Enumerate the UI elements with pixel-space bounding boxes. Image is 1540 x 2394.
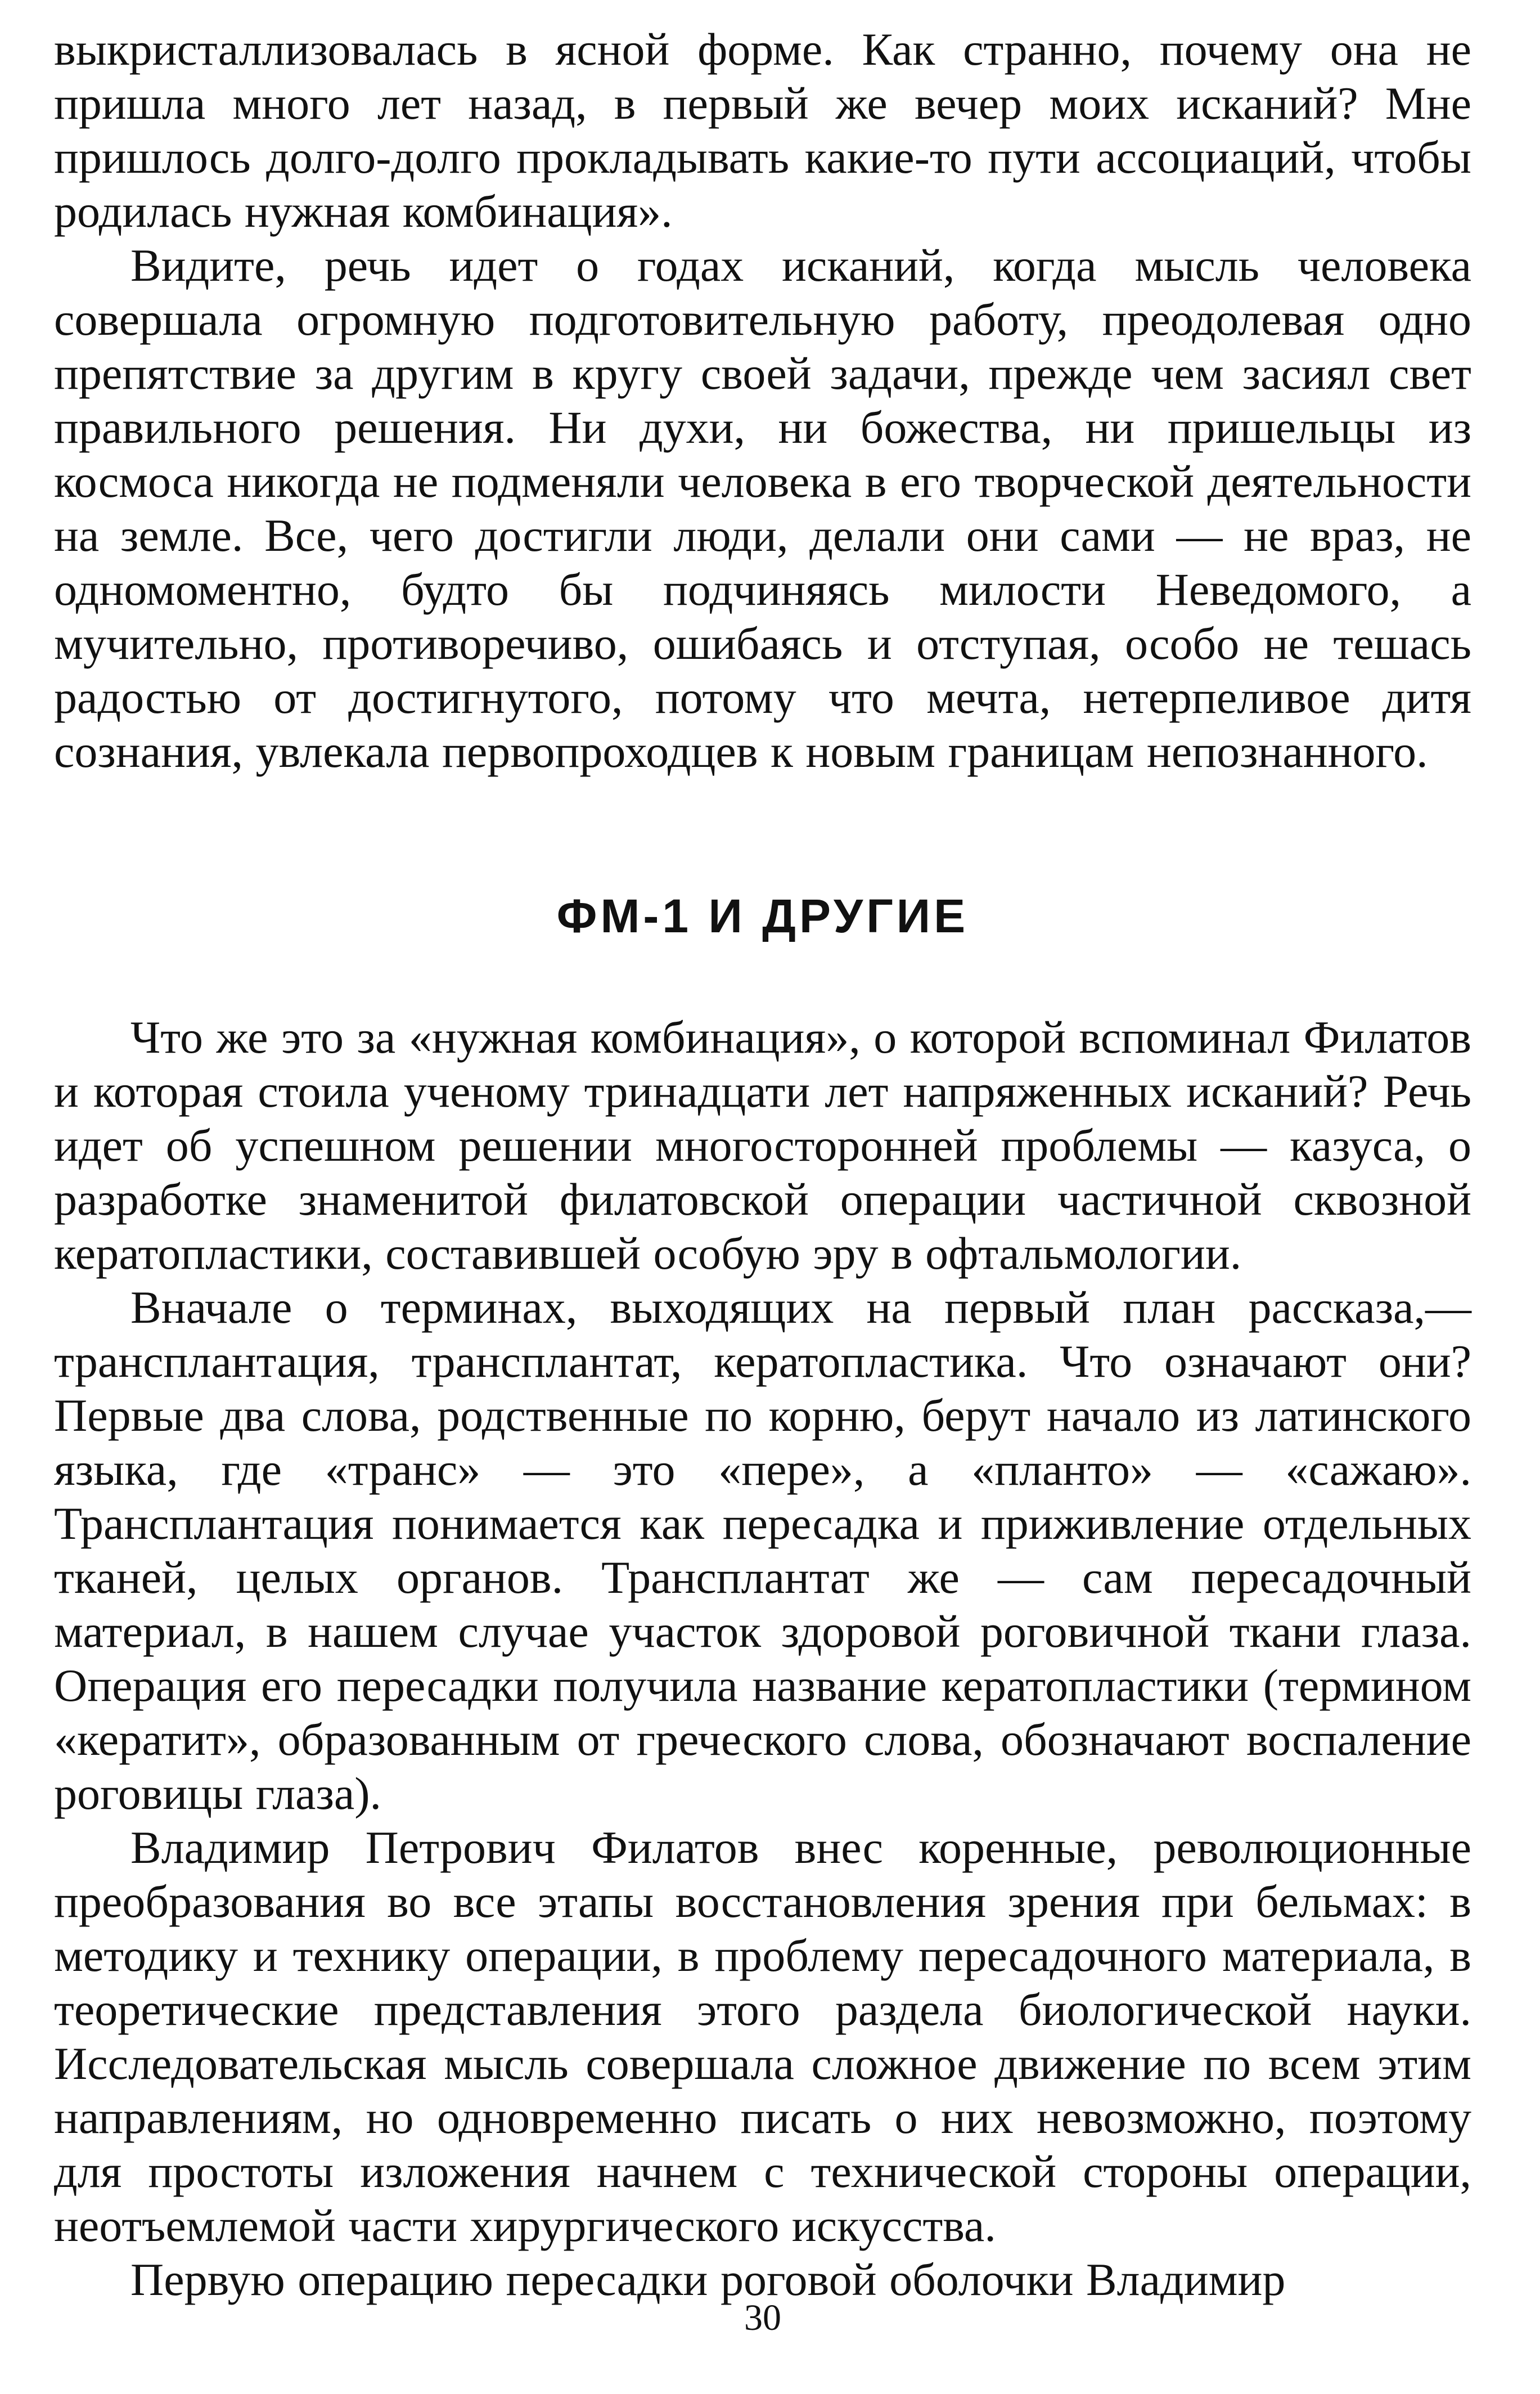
paragraph-5: Владимир Петрович Филатов внес коренные, революционные преобразования во все этапы восстановления зрения при бельмах: в методику и технику операции, в проблему пересадочного материала, в теоретические представления этого раздела биологической науки. Исследовательская мысль совершала сложное движение по всем этим направлениям, но одновременно писать о них невозможно, поэтому для простоты изложения начнем с технической стороны операции, неотъемлемой части хирургического искусства. bbox=[54, 1822, 1471, 2251]
paragraph-6: Первую операцию пересадки роговой оболочки Владимир bbox=[130, 2254, 1286, 2305]
section-gap bbox=[54, 779, 1471, 889]
section-gap bbox=[54, 943, 1471, 1010]
paragraph-4: Вначале о терминах, выходящих на первый план рассказа,— трансплантация, трансплантат, кератопластика. Что означают они? Первые два слова, родственные по корню, берут начало из латинского языка, где «транс» — это «пере», а «планто» — «сажаю». Трансплантация понимается как пересадка и приживление отдельных тканей, целых органов. Трансплантат же — сам пересадочный материал, в нашем случае участок здоровой роговичной ткани глаза. Операция его пересадки получила название кератопластики (термином «кератит», образованным от греческого слова, обозначают воспаление роговицы глаза). bbox=[54, 1282, 1471, 1819]
paragraph-2: Видите, речь идет о годах исканий, когда мысль человека совершала огромную подготовительную работу, преодолевая одно препятствие за другим в кругу своей задачи, прежде чем засиял свет правильного решения. Ни духи, ни божества, ни пришельцы из космоса никогда не подменяли человека в его творческой деятельности на земле. Все, чего достигли люди, делали они сами — не враз, не одномоментно, будто бы подчиняясь милости Неведомого, а мучительно, противоречиво, ошибаясь и отступая, особо не тешась радостью от достигнутого, потому что мечта, нетерпеливое дитя сознания, увлекала первопроходцев к новым границам непознанного. bbox=[54, 240, 1471, 777]
paragraph-1: выкристаллизовалась в ясной форме. Как странно, почему она не пришла много лет назад, в первый же вечер моих исканий? Мне пришлось долго-долго прокладывать какие-то пути ассоциаций, чтобы родилась нужная комбинация». bbox=[54, 24, 1471, 237]
paragraph-3: Что же это за «нужная комбинация», о которой вспоминал Филатов и которая стоила ученому тринадцати лет напряженных исканий? Речь идет об успешном решении многосторонней проблемы — казуса, о разработке знаменитой филатовской операции частичной сквозной кератопластики, составившей особую эру в офтальмологии. bbox=[54, 1012, 1471, 1279]
page-number: 30 bbox=[744, 2297, 781, 2338]
section-heading: ФМ-1 И ДРУГИЕ bbox=[556, 890, 969, 942]
book-page bbox=[54, 23, 1471, 2346]
